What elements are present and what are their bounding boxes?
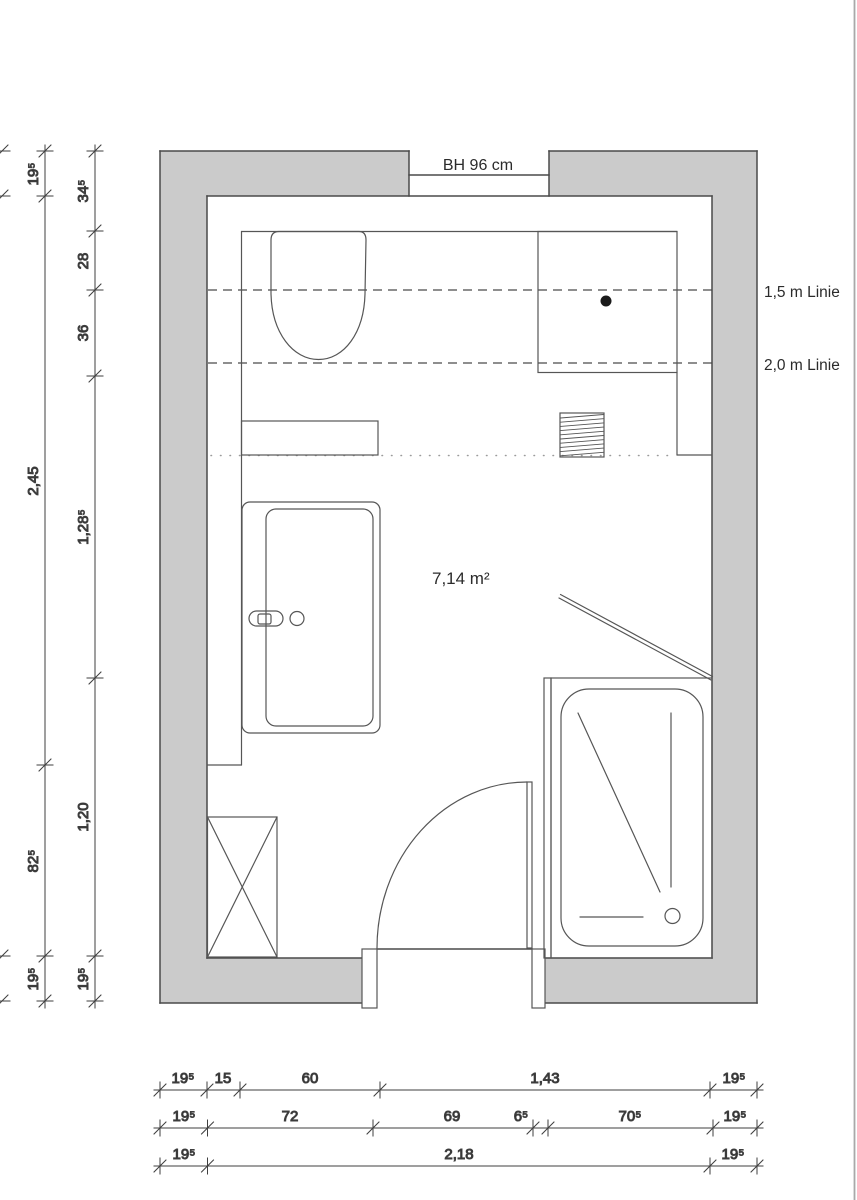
dim-label: 15: [214, 1070, 232, 1087]
shower-symbol: [544, 595, 713, 959]
dim-tick: [0, 190, 10, 202]
washbasin-symbol: [242, 502, 380, 733]
drain-point: [601, 296, 612, 307]
dim-label: 19⁵: [25, 162, 42, 186]
prewall-lines: [207, 232, 712, 766]
shower-tray: [551, 678, 712, 958]
dim-label: 1,20: [75, 802, 92, 832]
door-opening: [377, 949, 532, 1004]
dim-label: 19⁵: [721, 1146, 745, 1163]
dim-label: 19⁵: [171, 1070, 195, 1087]
washing-machine-symbol: [208, 817, 278, 957]
dim-chain-left-outer: [25, 145, 53, 1008]
door-swing-symbol: [377, 782, 532, 948]
dim-label: 72: [281, 1108, 299, 1125]
dim-chain-bottom-2: [154, 1108, 763, 1136]
dim-label: 19⁵: [172, 1108, 196, 1125]
dim-tick: [0, 145, 10, 157]
shower-door-glass: [559, 598, 711, 680]
dim-chain-bottom-1: [154, 1070, 763, 1098]
dim-label: 1,43: [530, 1070, 560, 1087]
window-sill-label: BH 96 cm: [442, 157, 514, 174]
dim-chain-edge-fragments: [0, 145, 10, 1007]
door-leaf: [527, 782, 532, 948]
dim-label: 36: [75, 324, 92, 342]
dim-chain-left-inner: [75, 145, 103, 1008]
dim-label: 19⁵: [75, 967, 92, 991]
dim-label: 70⁵: [618, 1108, 642, 1125]
dim-label: 19⁵: [172, 1146, 196, 1163]
dim-chain-bottom-3: [154, 1146, 763, 1174]
dim-label: 19⁵: [25, 967, 42, 991]
dim-label: 28: [75, 252, 92, 270]
room-area-label: 7,14 m²: [432, 569, 490, 588]
door-jamb-left: [362, 949, 377, 1008]
dim-label: 82⁵: [25, 849, 42, 873]
door-jamb-right: [532, 949, 545, 1008]
toilet-symbol: [271, 232, 366, 360]
dim-label: 34⁵: [75, 179, 92, 203]
dim-label: 6⁵: [513, 1108, 529, 1125]
shelf-symbol: [242, 421, 379, 455]
dim-tick: [0, 995, 10, 1007]
dim-label: 69: [443, 1108, 461, 1125]
radiator-symbol: [560, 413, 604, 457]
shower-glass-panel: [544, 678, 551, 958]
dim-label: 60: [301, 1070, 319, 1087]
fixture-box: [538, 232, 677, 373]
dim-label: 2,18: [444, 1146, 474, 1163]
dim-label: 1,28⁵: [75, 509, 92, 545]
height-line-150-label: 1,5 m Linie: [764, 284, 840, 301]
dim-label: 2,45: [25, 466, 42, 496]
door-swing-arc: [377, 782, 527, 948]
height-line-200-label: 2,0 m Linie: [764, 357, 840, 374]
shower-drain: [665, 909, 680, 924]
dim-label: 19⁵: [723, 1108, 747, 1125]
dim-label: 19⁵: [722, 1070, 746, 1087]
dim-tick: [0, 950, 10, 962]
